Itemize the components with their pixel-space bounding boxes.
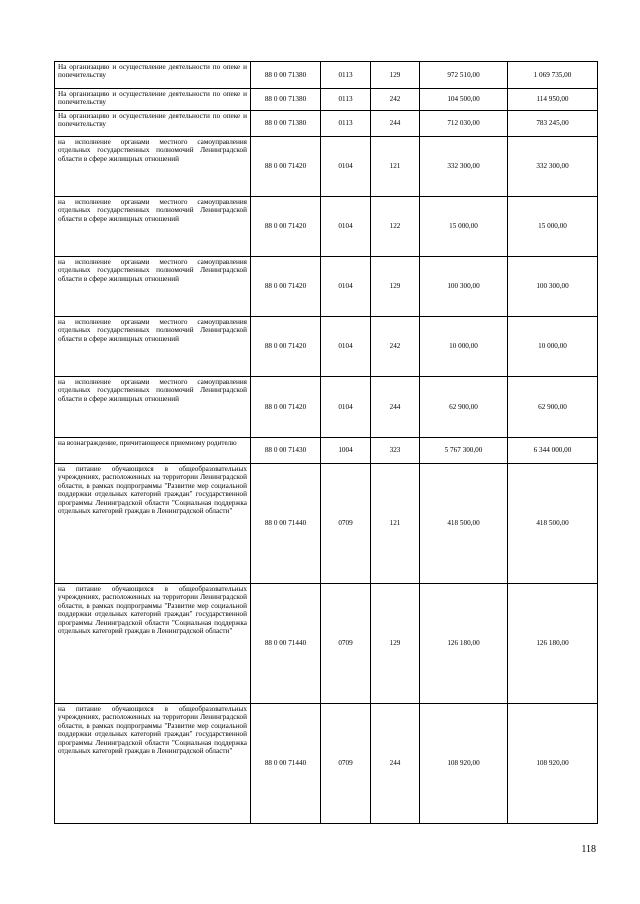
table-row — [55, 464, 598, 584]
row-description: На организацию и осуществление деятельности по опеке и попечительству — [55, 62, 251, 89]
table-row — [55, 137, 598, 197]
amount-year-1: 100 300,00 — [420, 257, 508, 317]
section-code: 0709 — [321, 464, 371, 584]
table-row — [55, 377, 598, 438]
budget-table-body — [55, 62, 598, 824]
section-code: 0104 — [321, 377, 371, 438]
amount-year-2: 6 344 000,00 — [508, 438, 598, 464]
target-code: 88 0 00 71420 — [251, 197, 321, 257]
row-description: на исполнение органами местного самоуправления отдельных государственных полномочий Ленинградской области в сфере жилищных отношений — [55, 137, 251, 197]
table-row — [55, 111, 598, 137]
row-description: на исполнение органами местного самоуправления отдельных государственных полномочий Ленинградской области в сфере жилищных отношений — [55, 257, 251, 317]
amount-year-2: 126 180,00 — [508, 584, 598, 704]
amount-year-2: 108 920,00 — [508, 704, 598, 824]
expense-kind: 244 — [371, 377, 420, 438]
expense-kind: 121 — [371, 464, 420, 584]
target-code: 88 0 00 71380 — [251, 62, 321, 89]
expense-kind: 129 — [371, 257, 420, 317]
amount-year-2: 10 000,00 — [508, 317, 598, 377]
section-code: 1004 — [321, 438, 371, 464]
amount-year-1: 62 900,00 — [420, 377, 508, 438]
row-description: на исполнение органами местного самоуправления отдельных государственных полномочий Ленинградской области в сфере жилищных отношений — [55, 317, 251, 377]
table-row — [55, 257, 598, 317]
amount-year-1: 15 000,00 — [420, 197, 508, 257]
page-number: 118 — [581, 844, 596, 855]
amount-year-1: 712 030,00 — [420, 111, 508, 137]
amount-year-1: 972 510,00 — [420, 62, 508, 89]
amount-year-1: 332 300,00 — [420, 137, 508, 197]
expense-kind: 122 — [371, 197, 420, 257]
expense-kind: 129 — [371, 62, 420, 89]
target-code: 88 0 00 71440 — [251, 584, 321, 704]
amount-year-2: 332 300,00 — [508, 137, 598, 197]
expense-kind: 323 — [371, 438, 420, 464]
section-code: 0709 — [321, 584, 371, 704]
expense-kind: 121 — [371, 137, 420, 197]
row-description: на исполнение органами местного самоуправления отдельных государственных полномочий Ленинградской области в сфере жилищных отношений — [55, 197, 251, 257]
amount-year-1: 418 500,00 — [420, 464, 508, 584]
target-code: 88 0 00 71420 — [251, 317, 321, 377]
table-row — [55, 197, 598, 257]
section-code: 0113 — [321, 62, 371, 89]
amount-year-1: 104 500,00 — [420, 89, 508, 111]
target-code: 88 0 00 71380 — [251, 89, 321, 111]
amount-year-2: 100 300,00 — [508, 257, 598, 317]
row-description: На организацию и осуществление деятельности по опеке и попечительству — [55, 111, 251, 137]
section-code: 0104 — [321, 317, 371, 377]
expense-kind: 244 — [371, 111, 420, 137]
row-description: на вознаграждение, причитающееся приемному родителю — [55, 438, 251, 464]
expense-kind: 244 — [371, 704, 420, 824]
amount-year-1: 5 767 300,00 — [420, 438, 508, 464]
budget-table — [54, 61, 598, 824]
table-row — [55, 704, 598, 824]
amount-year-2: 114 950,00 — [508, 89, 598, 111]
amount-year-2: 1 069 735,00 — [508, 62, 598, 89]
table-row — [55, 62, 598, 89]
section-code: 0113 — [321, 111, 371, 137]
amount-year-2: 15 000,00 — [508, 197, 598, 257]
target-code: 88 0 00 71380 — [251, 111, 321, 137]
target-code: 88 0 00 71420 — [251, 377, 321, 438]
row-description: на питание обучающихся в общеобразовательных учреждениях, расположенных на территории Ленинградской области, в рамках подпрограммы "Развитие мер социальной поддержки отдельных категорий граждан" государственной программы Ленинградской области "Социальная поддержка отдельных категорий граждан в Ленинградской области" — [55, 464, 251, 584]
expense-kind: 242 — [371, 317, 420, 377]
amount-year-1: 10 000,00 — [420, 317, 508, 377]
section-code: 0104 — [321, 137, 371, 197]
expense-kind: 242 — [371, 89, 420, 111]
expense-kind: 129 — [371, 584, 420, 704]
section-code: 0104 — [321, 197, 371, 257]
row-description: На организацию и осуществление деятельности по опеке и попечительству — [55, 89, 251, 111]
section-code: 0113 — [321, 89, 371, 111]
row-description: на питание обучающихся в общеобразовательных учреждениях, расположенных на территории Ленинградской области, в рамках подпрограммы "Развитие мер социальной поддержки отдельных категорий граждан" государственной программы Ленинградской области "Социальная поддержка отдельных категорий граждан в Ленинградской области" — [55, 704, 251, 824]
amount-year-2: 62 900,00 — [508, 377, 598, 438]
table-row — [55, 317, 598, 377]
row-description: на исполнение органами местного самоуправления отдельных государственных полномочий Ленинградской области в сфере жилищных отношений — [55, 377, 251, 438]
row-description: на питание обучающихся в общеобразовательных учреждениях, расположенных на территории Ленинградской области, в рамках подпрограммы "Развитие мер социальной поддержки отдельных категорий граждан" государственной программы Ленинградской области "Социальная поддержка отдельных категорий граждан в Ленинградской области" — [55, 584, 251, 704]
target-code: 88 0 00 71440 — [251, 704, 321, 824]
section-code: 0104 — [321, 257, 371, 317]
amount-year-2: 783 245,00 — [508, 111, 598, 137]
table-row — [55, 584, 598, 704]
target-code: 88 0 00 71440 — [251, 464, 321, 584]
table-row — [55, 438, 598, 464]
amount-year-1: 108 920,00 — [420, 704, 508, 824]
amount-year-1: 126 180,00 — [420, 584, 508, 704]
amount-year-2: 418 500,00 — [508, 464, 598, 584]
target-code: 88 0 00 71430 — [251, 438, 321, 464]
table-row — [55, 89, 598, 111]
target-code: 88 0 00 71420 — [251, 257, 321, 317]
section-code: 0709 — [321, 704, 371, 824]
target-code: 88 0 00 71420 — [251, 137, 321, 197]
